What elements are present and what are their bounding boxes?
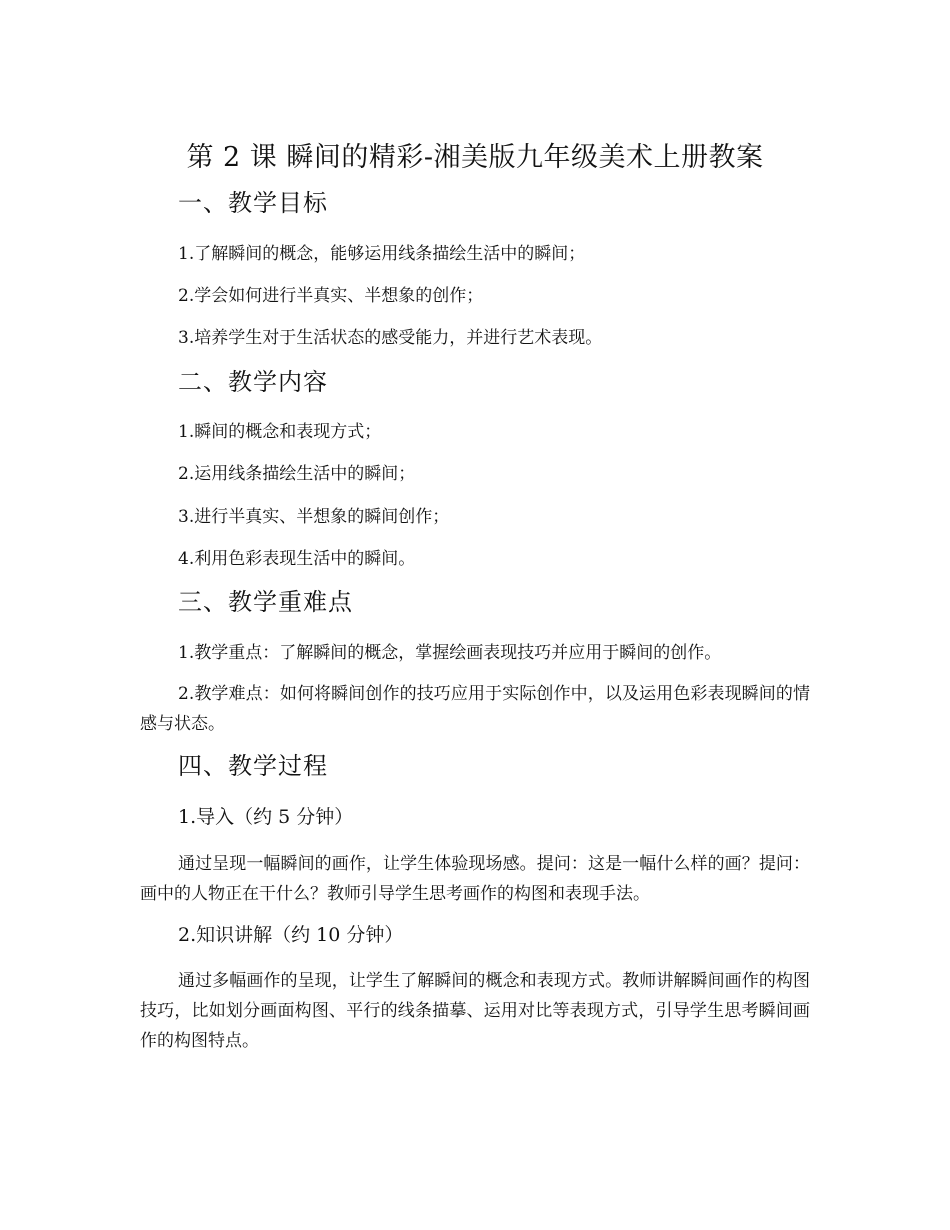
process-step-paragraph: 通过多幅画作的呈现，让学生了解瞬间的概念和表现方式。教师讲解瞬间画作的构图技巧，比如划分画面构图、平行的线条描摹、运用对比等表现方式，引导学生思考瞬间画作的构图特点。	[140, 971, 810, 1051]
process-step-paragraph: 通过呈现一幅瞬间的画作，让学生体验现场感。提问：这是一幅什么样的画？提问：画中的人物正在干什么？教师引导学生思考画作的构图和表现手法。	[140, 854, 810, 904]
difficult-point-paragraph: 2.教学难点：如何将瞬间创作的技巧应用于实际创作中，以及运用色彩表现瞬间的情感与状态。	[140, 684, 810, 734]
process-step-title: 2.知识讲解（约 10 分钟）	[178, 924, 404, 946]
objective-item: 2.学会如何进行半真实、半想象的创作；	[178, 286, 484, 306]
content-item: 2.运用线条描绘生活中的瞬间；	[178, 464, 416, 484]
document-title: 第 2 课 瞬间的精彩-湘美版九年级美术上册教案	[186, 142, 764, 173]
content-item: 1.瞬间的概念和表现方式；	[178, 422, 382, 442]
key-point-item: 1.教学重点：了解瞬间的概念，掌握绘画表现技巧并应用于瞬间的创作。	[178, 643, 722, 663]
objective-item: 1.了解瞬间的概念，能够运用线条描绘生活中的瞬间；	[178, 244, 586, 264]
section-heading-objectives: 一、教学目标	[178, 189, 328, 217]
content-item: 4.利用色彩表现生活中的瞬间。	[178, 549, 416, 569]
section-heading-key-points: 三、教学重难点	[178, 588, 353, 616]
objective-item: 3.培养学生对于生活状态的感受能力，并进行艺术表现。	[178, 328, 603, 348]
section-heading-content: 二、教学内容	[178, 368, 328, 396]
section-heading-process: 四、教学过程	[178, 752, 328, 780]
content-item: 3.进行半真实、半想象的瞬间创作；	[178, 507, 450, 527]
process-step-title: 1.导入（约 5 分钟）	[178, 806, 354, 828]
